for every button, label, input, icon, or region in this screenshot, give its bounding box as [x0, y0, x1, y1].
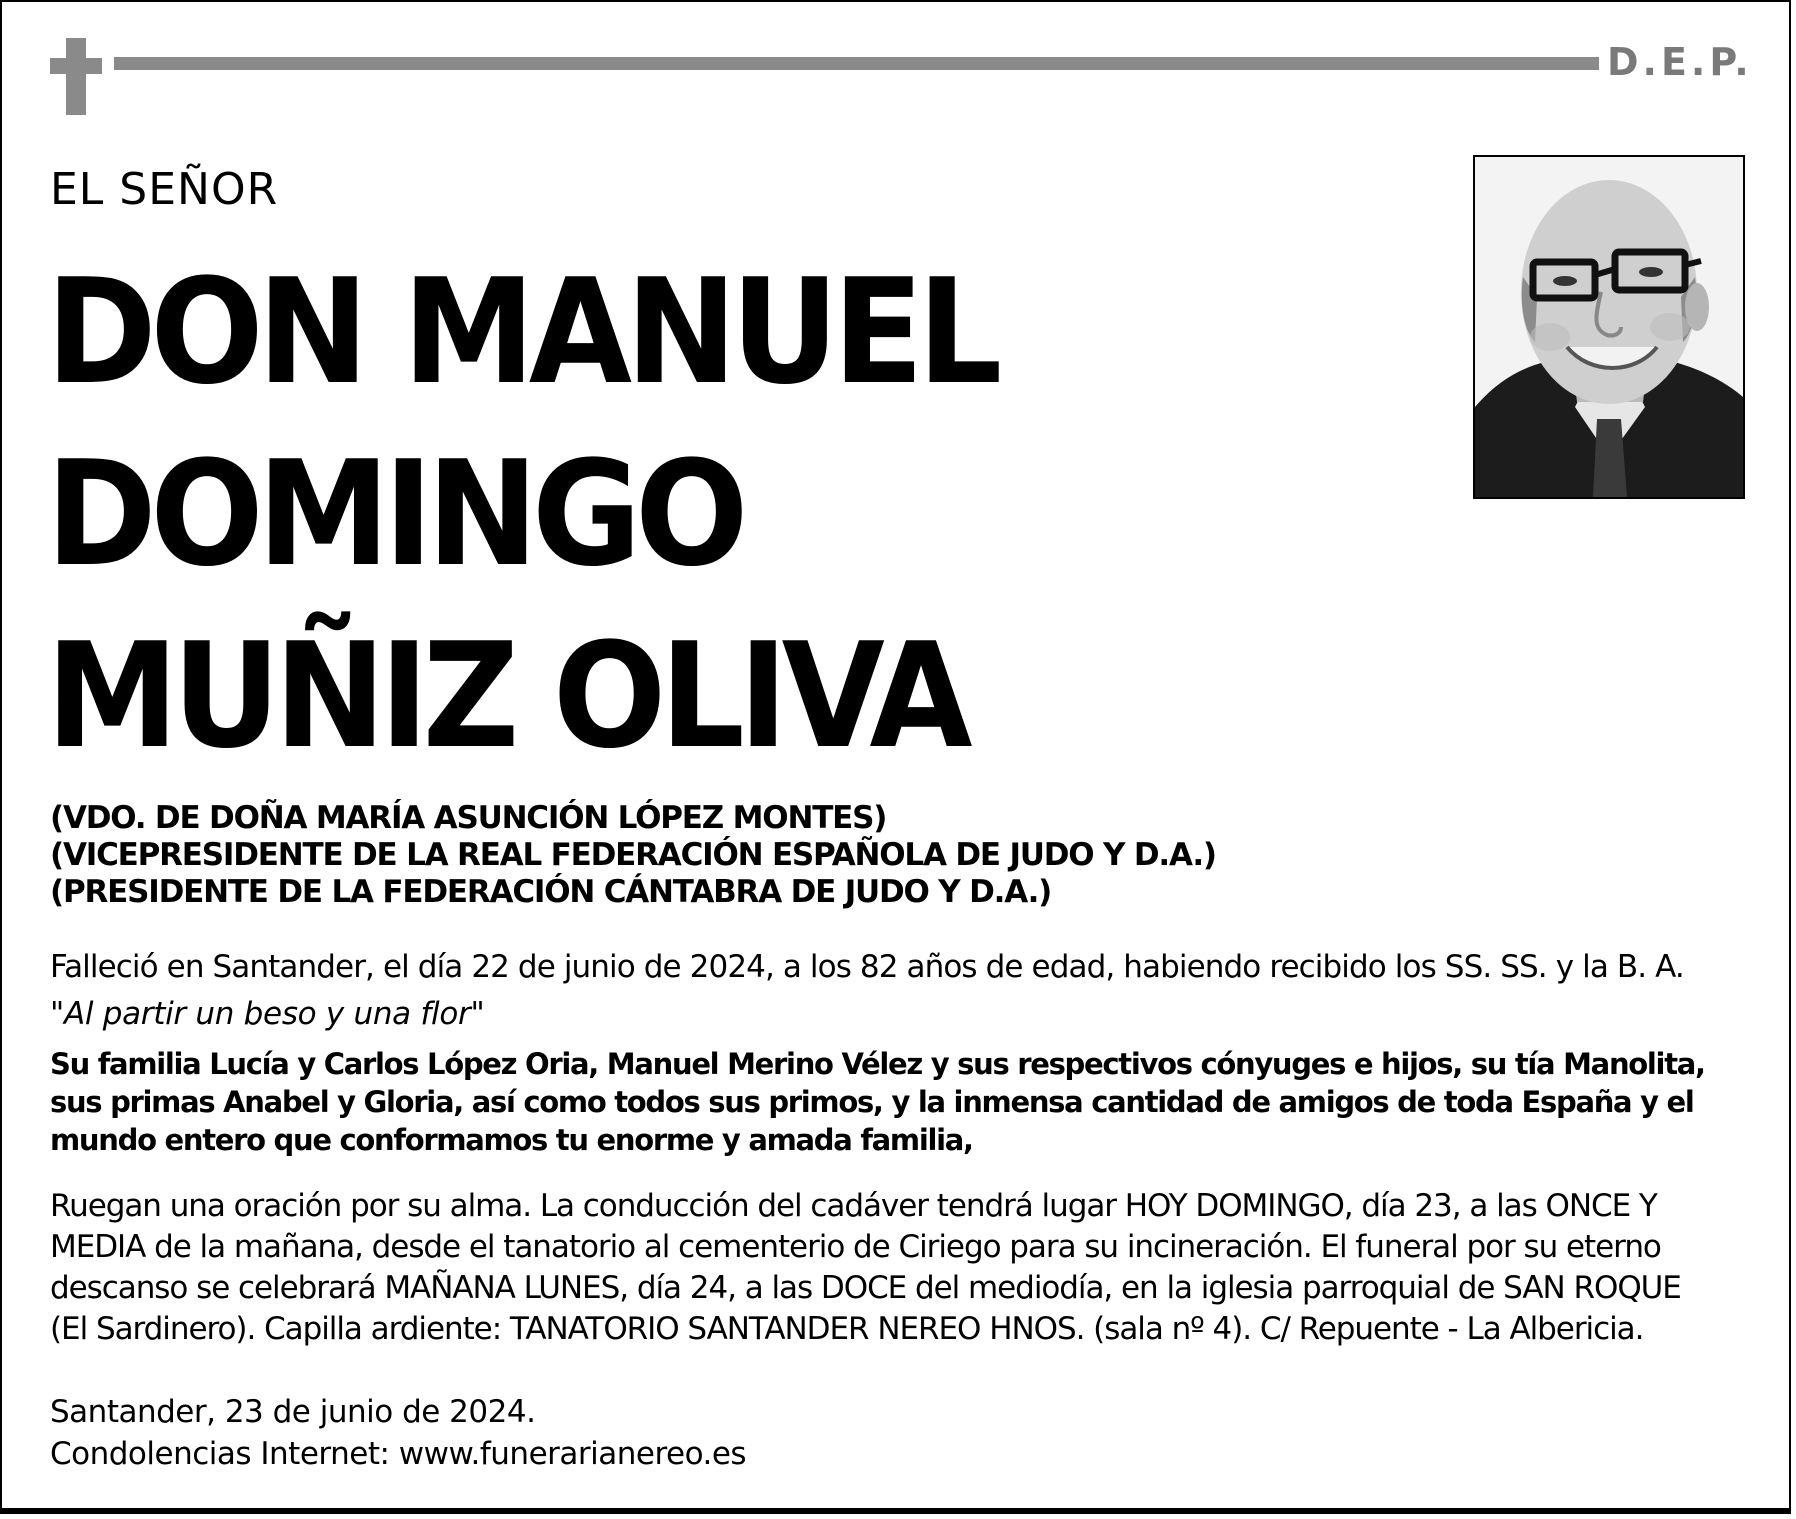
family-line: Su familia Lucía y Carlos López Oria, Manuel Merino Vélez y sus respectivos cónyuges e hijos, su tía Manolita, — [50, 1047, 1705, 1081]
intro-label: EL SEÑOR — [50, 164, 279, 215]
service-line: descanso se celebrará MAÑANA LUNES, día 24, a las DOCE del mediodía, en la iglesia parroquial de SAN ROQUE — [50, 1270, 1681, 1306]
cross-icon — [50, 38, 102, 115]
service-details — [50, 1186, 1681, 1350]
family-block — [50, 1045, 1705, 1159]
farewell-quote: "Al partir un beso y una flor" — [50, 996, 485, 1032]
service-line: (El Sardinero). Capilla ardiente: TANATORIO SANTANDER NEREO HNOS. (sala nº 4). C/ Repuente - La Albericia. — [50, 1311, 1644, 1347]
service-line: MEDIA de la mañana, desde el tanatorio al cementerio de Ciriego para su incineración. El funeral por su eterno — [50, 1229, 1661, 1265]
family-line: mundo entero que conformamos tu enorme y amada familia, — [50, 1123, 973, 1157]
title-line: (VICEPRESIDENTE DE LA REAL FEDERACIÓN ESPAÑOLA DE JUDO Y D.A.) — [50, 837, 1216, 873]
place-date: Santander, 23 de junio de 2024. — [50, 1394, 536, 1430]
titles-block — [50, 800, 1216, 911]
title-line: (PRESIDENTE DE LA FEDERACIÓN CÁNTABRA DE JUDO Y D.A.) — [50, 874, 1052, 910]
condolences-link[interactable]: Condolencias Internet: www.funerarianereo.es — [50, 1436, 747, 1472]
dep-label: D.E.P. — [1607, 40, 1753, 84]
service-line: Ruegan una oración por su alma. La conducción del cadáver tendrá lugar HOY DOMINGO, día 23, a las ONCE Y — [50, 1188, 1657, 1224]
family-line: sus primas Anabel y Gloria, así como todos sus primos, y la inmensa cantidad de amigos de toda España y el — [50, 1085, 1694, 1119]
name-line: DOMINGO — [46, 430, 742, 599]
deceased-name — [46, 242, 996, 788]
title-line: (VDO. DE DOÑA MARÍA ASUNCIÓN LÓPEZ MONTES) — [50, 800, 887, 836]
portrait-photo — [1473, 155, 1745, 499]
header-rule — [114, 57, 1599, 70]
death-notice: Falleció en Santander, el día 22 de junio de 2024, a los 82 años de edad, habiendo recibido los SS. SS. y la B. A. — [50, 949, 1684, 985]
name-line: DON MANUEL — [46, 248, 996, 417]
name-line: MUÑIZ OLIVA — [46, 612, 967, 781]
